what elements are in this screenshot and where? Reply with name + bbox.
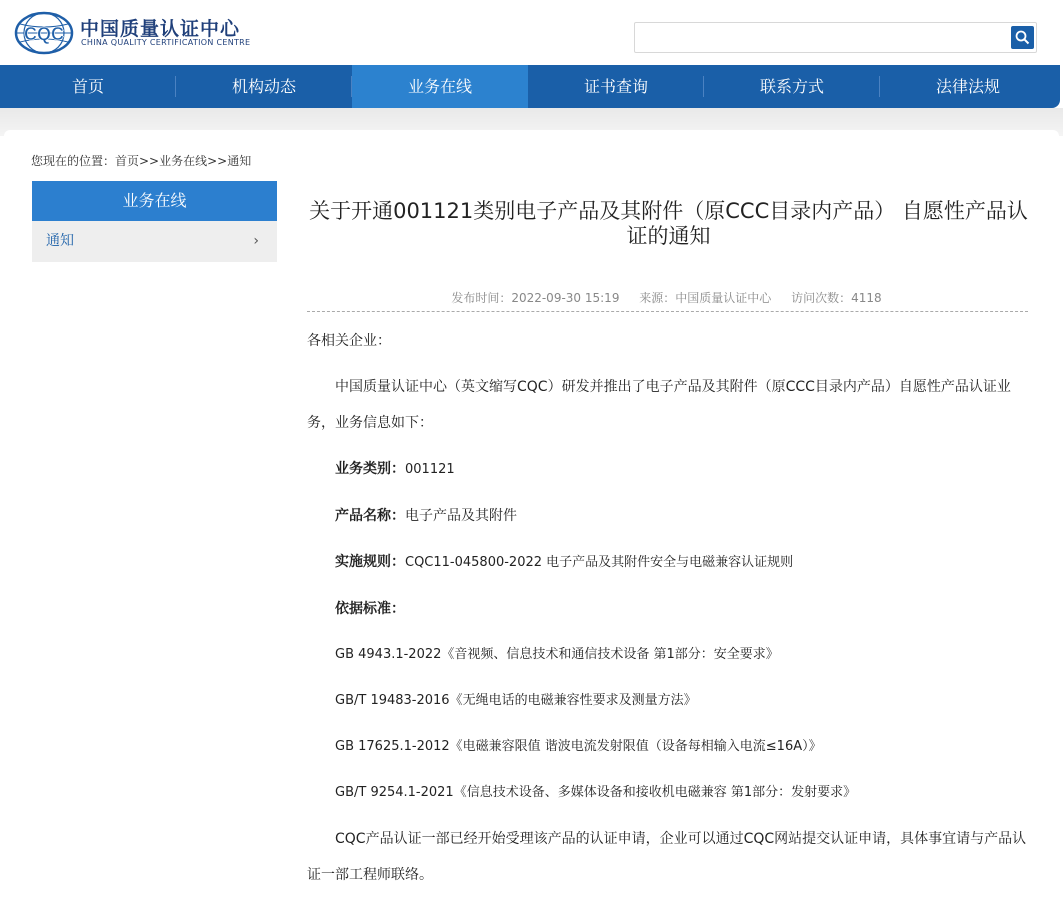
cqc-logo-icon	[14, 10, 76, 56]
field-value: 001121	[405, 462, 455, 477]
nav-item-home[interactable]: 首页	[0, 65, 176, 108]
site-logo[interactable]	[14, 10, 251, 56]
standard-item: GB 4943.1-2022《音视频、信息技术和通信技术设备 第1部分：安全要求》	[335, 647, 779, 662]
standard-item: GB 17625.1-2012《电磁兼容限值 谐波电流发射限值（设备每相输入电流≤16A）》	[335, 739, 822, 754]
chevron-right-icon: ›	[253, 233, 259, 249]
field-label: 产品名称：	[335, 508, 405, 524]
field-value: 电子产品及其附件	[405, 508, 517, 524]
logo-text: CQC	[24, 24, 64, 44]
intro-paragraph: 中国质量认证中心（英文缩写CQC）研发并推出了电子产品及其附件（原CCC目录内产品）自愿性产品认证业务，业务信息如下：	[307, 379, 1011, 431]
nav-item-news[interactable]: 机构动态	[176, 65, 352, 108]
nav-item-laws[interactable]: 法律法规	[935, 77, 1000, 96]
article-source: 来源：中国质量认证中心	[639, 291, 772, 305]
sidebar	[32, 181, 277, 262]
field-value: CQC11-045800-2022 电子产品及其附件安全与电磁兼容认证规则	[405, 555, 794, 570]
nav-item-business[interactable]: 业务在线	[352, 65, 528, 108]
sidebar-item-label: 通知	[46, 233, 74, 249]
nav-item-certificates[interactable]: 证书查询	[528, 65, 704, 108]
field-business-type	[307, 451, 1028, 488]
article-title: 关于开通001121类别电子产品及其附件（原CCC目录内产品） 自愿性产品认证的通知	[309, 199, 1028, 248]
field-product-name	[307, 498, 1028, 534]
field-standards	[307, 591, 1028, 627]
field-rules	[307, 544, 1028, 581]
brand-name-cn: 中国质量认证中心	[80, 18, 241, 40]
main-nav	[0, 65, 1060, 108]
standard-item: GB/T 19483-2016《无绳电话的电磁兼容性要求及测量方法》	[335, 693, 697, 708]
sidebar-title: 业务在线	[32, 181, 277, 221]
standard-item: GB/T 9254.1-2021《信息技术设备、多媒体设备和接收机电磁兼容 第1部分：发射要求》	[335, 785, 857, 800]
search-box	[634, 22, 1037, 53]
search-icon	[1015, 30, 1030, 45]
field-label: 实施规则：	[335, 554, 405, 570]
brand-name-en: CHINA QUALITY CERTIFICATION CENTRE	[81, 38, 251, 47]
header	[0, 0, 1063, 64]
field-label: 依据标准：	[335, 601, 405, 617]
search-input[interactable]	[635, 23, 1005, 52]
closing-paragraph: CQC产品认证一部已经开始受理该产品的认证申请，企业可以通过CQC网站提交认证申请，具体事宜请与产品认证一部工程师联络。	[307, 831, 1027, 883]
article-meta	[305, 289, 1028, 306]
publish-time: 发布时间：2022-09-30 15:19	[451, 291, 620, 305]
breadcrumb: 您现在的位置：首页>>业务在线>>通知	[31, 154, 252, 168]
visit-count: 访问次数：4118	[791, 291, 882, 305]
divider	[307, 311, 1028, 312]
search-button[interactable]	[1011, 26, 1034, 49]
article-body	[307, 323, 1028, 903]
sidebar-item-notice[interactable]	[32, 221, 277, 262]
field-label: 业务类别：	[335, 461, 405, 477]
greeting: 各相关企业：	[307, 333, 391, 349]
nav-item-contact[interactable]: 联系方式	[704, 65, 880, 108]
